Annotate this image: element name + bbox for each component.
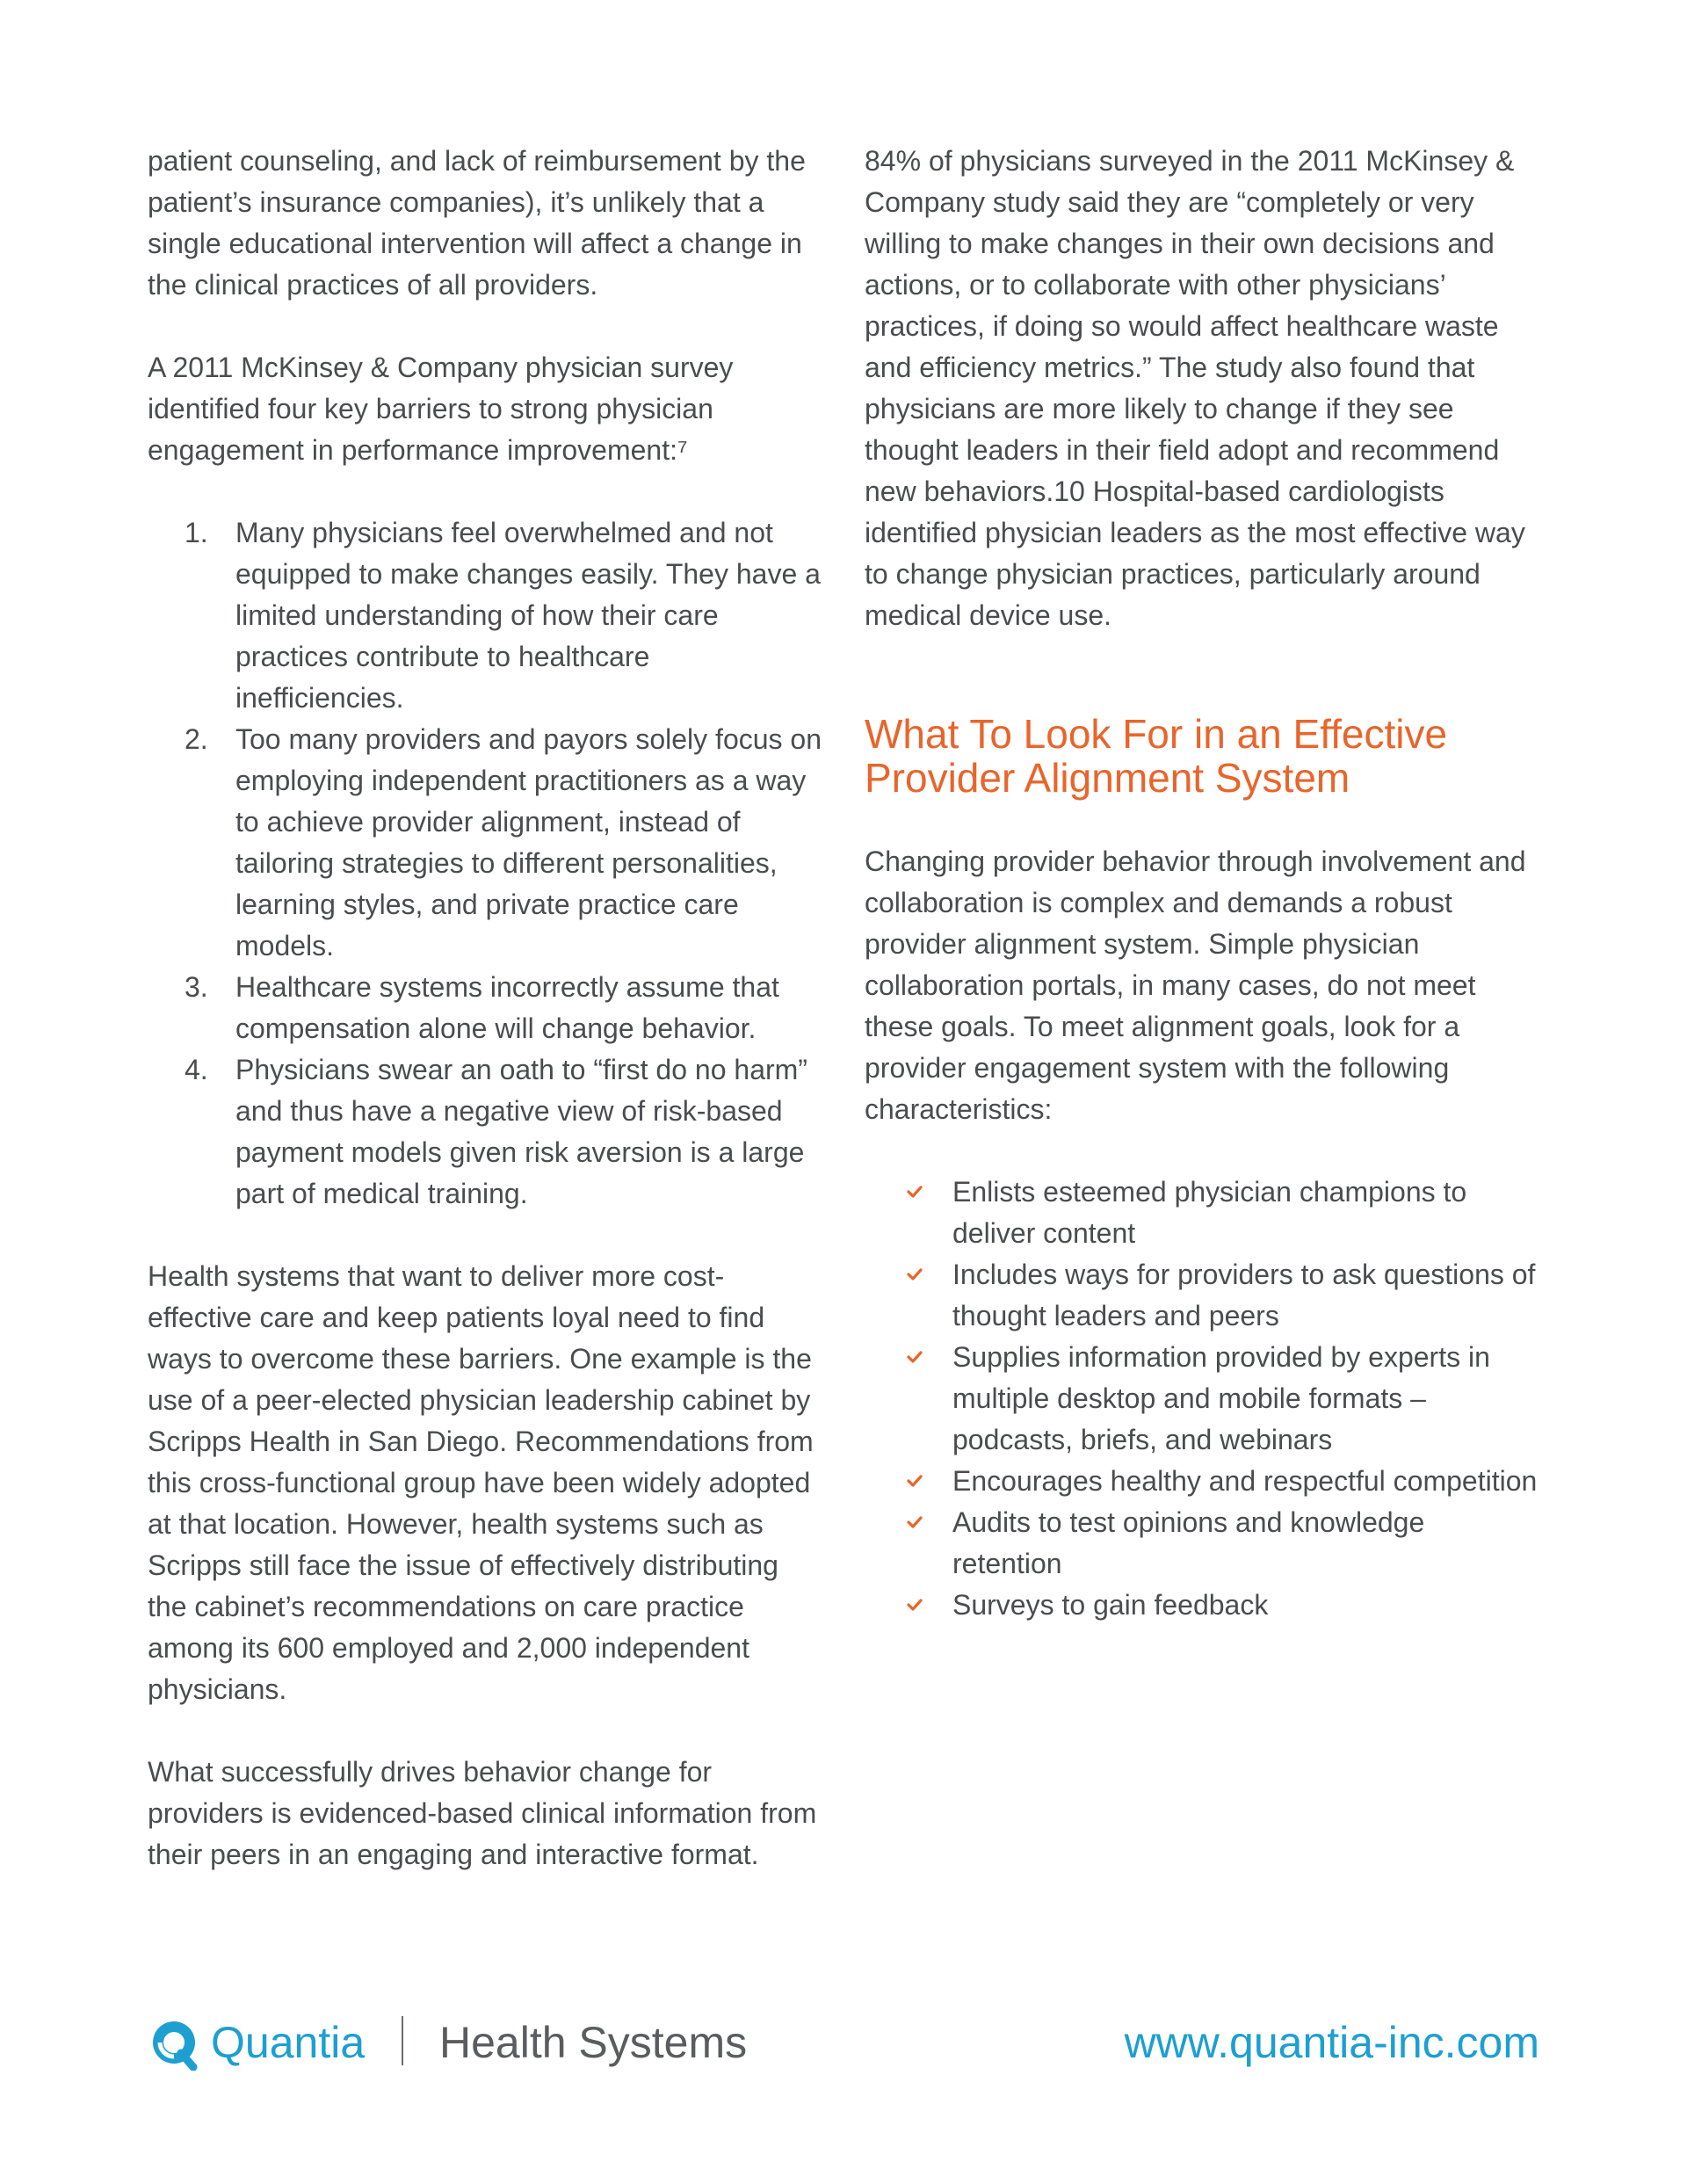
barrier-item <box>148 1049 824 1215</box>
characteristic-item <box>865 1254 1541 1337</box>
characteristic-text: Includes ways for providers to ask questions of thought leaders and peers <box>952 1259 1536 1331</box>
section-heading: What To Look For in an Effective Provider Alignment System <box>865 711 1448 801</box>
barrier-item <box>148 967 824 1049</box>
checkmark-icon <box>907 1585 924 1626</box>
website-link[interactable]: www.quantia-inc.com <box>1124 2018 1539 2067</box>
barrier-number: 4. <box>185 1054 208 1085</box>
barriers-list <box>148 512 824 1215</box>
characteristic-text: Audits to test opinions and knowledge retention <box>952 1506 1425 1579</box>
checkmark-icon <box>907 1461 924 1502</box>
quantia-q-logo-icon <box>148 2018 200 2071</box>
checkmark-icon <box>907 1502 924 1543</box>
left-column <box>148 141 824 1876</box>
barrier-item <box>148 719 824 967</box>
barrier-text: Too many providers and payors solely focus on employing independent practitioners as a way to achieve provider alignment, instead of tailoring strategies to different personalities, learning styles, and private practice care models. <box>235 723 822 961</box>
characteristic-text: Surveys to gain feedback <box>952 1589 1269 1621</box>
barrier-text: Many physicians feel overwhelmed and not equipped to make changes easily. They have a limited understanding of how their care practices contribute to healthcare inefficiencies. <box>235 517 821 714</box>
division-name: Health Systems <box>439 2018 748 2067</box>
survey-paragraph: A 2011 McKinsey & Company physician survey identified four key barriers to strong physician engagement in performance improvement:⁷ <box>148 352 734 466</box>
stats-paragraph: 84% of physicians surveyed in the 2011 McKinsey & Company study said they are “completely or very willing to make changes in their own decisions and actions, or to collaborate with other physicians’ practices, if doing so would affect healthcare waste and efficiency metrics.” The study also found that physicians are more likely to change if they see thought leaders in their field adopt and recommend new behaviors.10 Hospital-based cardiologists identified physician leaders as the most effective way to change physician practices, particularly around medical device use. <box>865 145 1525 631</box>
barrier-item <box>148 512 824 719</box>
characteristic-text: Enlists esteemed physician champions to deliver content <box>952 1176 1467 1249</box>
characteristic-item <box>865 1502 1541 1585</box>
barrier-number: 3. <box>185 971 208 1003</box>
brand-name: Quantia <box>211 2018 366 2067</box>
characteristic-item <box>865 1585 1541 1626</box>
characteristic-item <box>865 1172 1541 1254</box>
right-column <box>865 141 1541 1626</box>
characteristic-item <box>865 1461 1541 1502</box>
health-systems-paragraph: Health systems that want to deliver more cost-effective care and keep patients loyal need to find ways to overcome these barriers. One example is the use of a peer-elected physician leadership cabinet by Scripps Health in San Diego. Recommendations from this cross-functional group have been widely adopted at that location. However, health systems such as Scripps still face the issue of effectively distributing the cabinet’s recommendations on care practice among its 600 employed and 2,000 independent physicians. <box>148 1260 814 1705</box>
characteristic-text: Encourages healthy and respectful competition <box>952 1465 1538 1497</box>
footer-divider <box>402 2016 403 2065</box>
checkmark-icon <box>907 1337 924 1378</box>
barrier-text: Healthcare systems incorrectly assume that compensation alone will change behavior. <box>235 971 779 1044</box>
checkmark-icon <box>907 1254 924 1295</box>
drives-behavior-paragraph: What successfully drives behavior change for providers is evidenced-based clinical information from their peers in an engaging and interactive format. <box>148 1756 817 1870</box>
characteristic-item <box>865 1337 1541 1461</box>
barrier-number: 1. <box>185 517 208 548</box>
characteristics-list <box>865 1172 1541 1626</box>
barrier-number: 2. <box>185 723 208 755</box>
page-footer <box>148 2013 1539 2074</box>
intro-paragraph: patient counseling, and lack of reimbursement by the patient’s insurance companies), it’s unlikely that a single educational intervention will affect a change in the clinical practices of all providers. <box>148 145 806 301</box>
system-paragraph: Changing provider behavior through involvement and collaboration is complex and demands a robust provider alignment system. Simple physician collaboration portals, in many cases, do not meet these goals. To meet alignment goals, look for a provider engagement system with the following characteristics: <box>865 845 1526 1125</box>
barrier-text: Physicians swear an oath to “first do no harm” and thus have a negative view of risk-based payment models given risk aversion is a large part of medical training. <box>235 1054 807 1209</box>
characteristic-text: Supplies information provided by experts in multiple desktop and mobile formats – podcasts, briefs, and webinars <box>952 1341 1490 1455</box>
checkmark-icon <box>907 1172 924 1213</box>
